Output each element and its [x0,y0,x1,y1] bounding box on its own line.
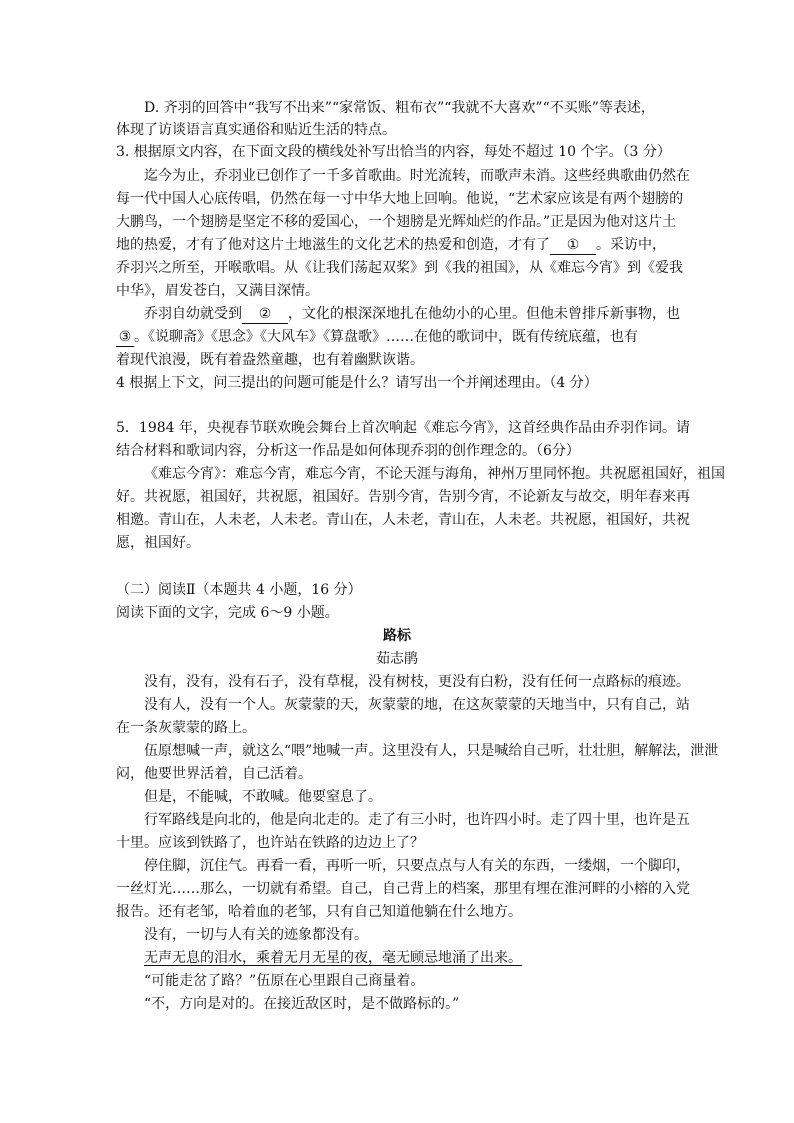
q3-paragraph-1-line-6: 中华》，眉发苍白，又满目深情。 [116,283,319,299]
story-paragraph-6-line-3: 报告。还有老邹，哈着血的老邹，只有自己知道他躺在什么地方。 [116,904,522,920]
question-5-line-2: 结合材料和歌词内容，分析这一作品是如何体现乔羽的创作理念的。（6分） [116,443,580,459]
q3-line-4-text-a: 地的热爱，才有了他对这片土地滋生的文化艺术的热爱和创造，才有了 [116,237,550,253]
story-underlined-sentence: 无声无息的泪水，乘着无月无星的夜，毫无顾忌地涌了出来。 [144,950,522,966]
q3-p2-line-2-text: 。《说聊斋》《思念》《大风车》《算盘歌》……在他的歌词中，既有传统底蕴，也有 [134,329,638,345]
question-5-line-1: 5．1984 年，央视春节联欢晚会舞台上首次响起《难忘今宵》，这首经典作品由乔羽作词。请 [116,420,690,436]
section-2-heading: （二）阅读Ⅱ（本题共 4 小题，16 分） [116,582,362,598]
question-3-stem: 3. 根据原文内容，在下面文段的横线处补写出恰当的内容，每处不超过 10 个字。（3 分） [116,144,671,160]
story-paragraph-1: 没有，没有，没有石子，没有草棍，没有树枝，更没有白粉，没有任何一点路标的痕迹。 [144,674,690,690]
q3-paragraph-2-line-3: 着现代浪漫，既有着盎然童趣，也有着幽默诙谐。 [116,352,424,368]
q3-paragraph-1-line-1: 迄今为止，乔羽业已创作了一千多首歌曲。时光流转，而歌声未消。这些经典歌曲仍然在 [144,168,690,184]
story-paragraph-2-line-1: 没有人，没有一个人。灰蒙蒙的天，灰蒙蒙的地，在这灰蒙蒙的天地当中，只有自己，站 [144,697,690,713]
story-title: 路标 [383,628,411,644]
blank-2: ② [242,306,288,324]
q3-p2-text-b: ，文化的根深深地扎在他幼小的心里。但他未曾排斥新事物，也 [288,306,680,322]
story-paragraph-6-line-2: 一丝灯光……那么，一切就有希望。自己，自己背上的档案，那里有埋在淮河畔的小榕的入党 [116,881,690,897]
lyric-line-3: 相邀。青山在，人未老，人未老。青山在，人未老，青山在，人未老。共祝愿，祖国好，共祝 [116,512,690,528]
story-paragraph-9: “可能走岔了路？”伍原在心里跟自己商量着。 [144,973,425,989]
option-d-line-1: D. 齐羽的回答中“我写不出来”“家常饭、粗布衣”“我就不大喜欢”“不买账”等表述， [144,100,655,116]
story-author: 茹志鹃 [376,651,418,667]
story-paragraph-6-line-1: 停住脚，沉住气。再看一看，再听一听，只要点点与人有关的东西，一缕烟，一个脚印， [144,858,690,874]
q3-paragraph-1-line-5: 乔羽兴之所至，开喉歌唱。从《让我们荡起双桨》到《我的祖国》，从《难忘今宵》到《爱我 [116,260,683,276]
story-paragraph-3-line-1: 伍原想喊一声，就这么“喂”地喊一声。这里没有人，只是喊给自己听，壮壮胆，解解法，泄泄 [144,743,719,759]
q3-paragraph-1-line-2: 每一代中国人心底传唱，仍然在每一寸中华大地上回响。他说，“艺术家应该是有两个翅膀的 [116,191,684,207]
option-d-line-2: 体现了访谈语言真实通俗和贴近生活的特点。 [116,122,396,138]
story-paragraph-2-line-2: 在一条灰蒙蒙的路上。 [116,720,256,736]
lyric-line-2: 好。共祝愿，祖国好，共祝愿，祖国好。告别今宵，告别今宵，不论新友与故交，明年春来再 [116,489,690,505]
lyric-line-4: 愿，祖国好。 [116,535,200,551]
question-4-stem: 4 根据上下文，问三提出的问题可能是什么？请写出一个并阐述理由。（4 分） [116,375,598,391]
story-paragraph-4: 但是，不能喊，不敢喊。他要窒息了。 [144,789,382,805]
q3-line-4-text-b: 。采访中， [596,237,666,253]
story-paragraph-3-line-2: 闷，他要世界活着，自己活着。 [116,766,312,782]
blank-3: ③ [116,329,134,347]
story-paragraph-7: 没有，一切与人有关的迹象都没有。 [144,927,368,943]
q3-paragraph-1-line-4 [116,235,666,255]
blank-1: ① [550,237,596,255]
lyric-line-1: 《难忘今宵》：难忘今宵，难忘今宵，不论天涯与海角，神州万里同怀抱。共祝愿祖国好，祖国 [144,466,725,482]
section-2-instruction: 阅读下面的文字，完成 6～9 小题。 [116,605,339,621]
story-paragraph-10: “不，方向是对的。在接近敌区时，是不做路标的。” [144,996,460,1012]
q3-paragraph-1-line-3: 大鹏鸟，一个翅膀是坚定不移的爱国心，一个翅膀是光辉灿烂的作品。”正是因为他对这片土 [116,214,677,230]
q3-paragraph-2-line-1 [144,304,680,324]
q3-p2-text-a: 乔羽自幼就受到 [144,306,242,322]
story-paragraph-5-line-2: 十里。应该到铁路了，也许站在铁路的边边上了？ [116,835,424,851]
q3-paragraph-2-line-2 [116,327,638,347]
story-paragraph-5-line-1: 行军路线是向北的，他是向北走的。走了有三小时，也许四小时。走了四十里，也许是五 [144,812,690,828]
